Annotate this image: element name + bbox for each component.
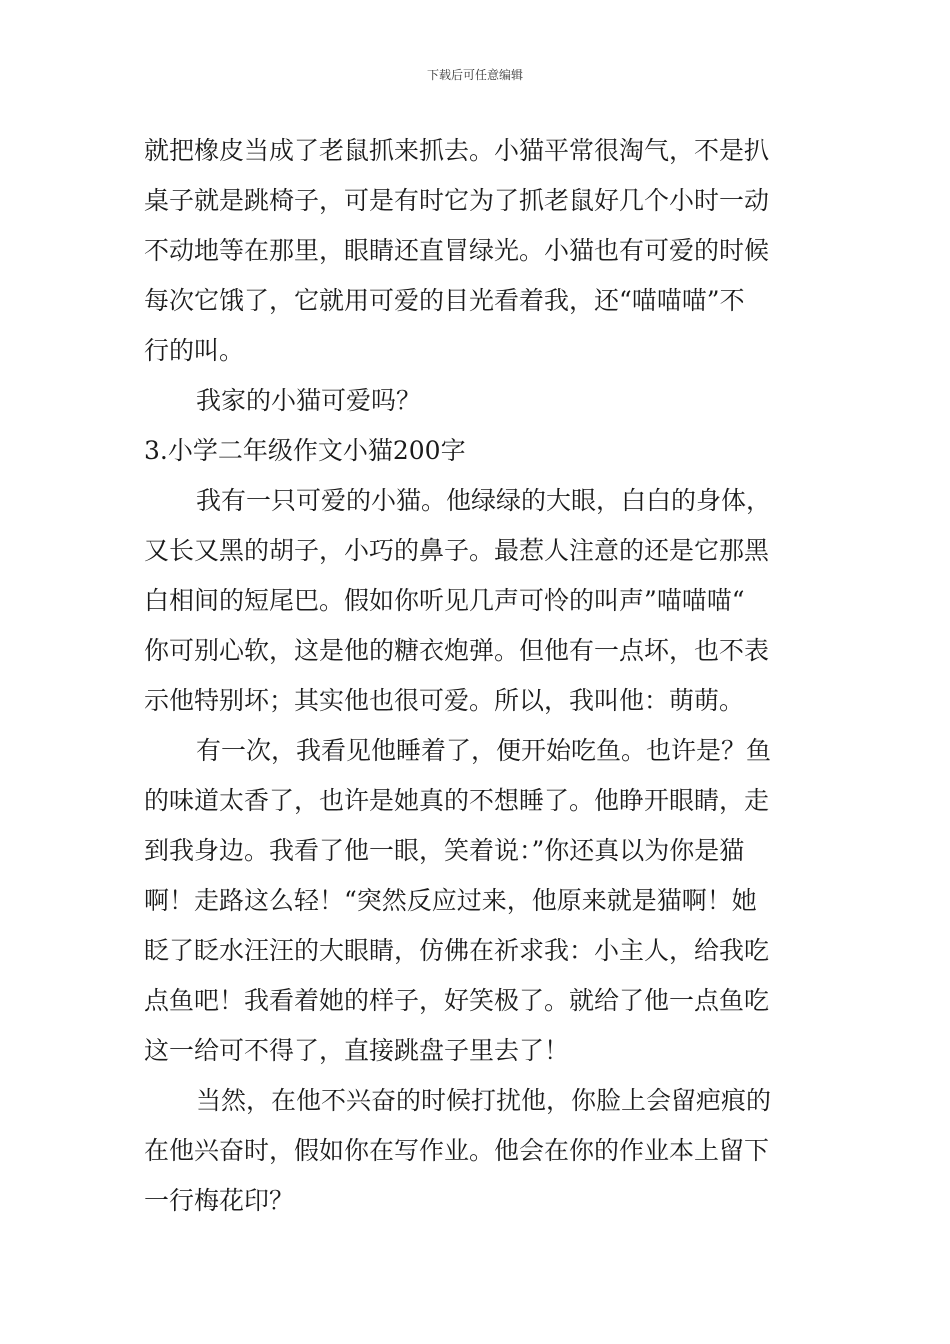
page-header: 下载后可任意编辑 [426, 68, 523, 82]
text-line: 啊！走路这么轻！“突然反应过来，他原来就是猫啊！她 [144, 886, 757, 915]
text-line: 桌子就是跳椅子，可是有时它为了抓老鼠好几个小时一动 [144, 186, 770, 215]
text-line: 有一次，我看见他睡着了，便开始吃鱼。也许是？鱼 [196, 736, 772, 765]
text-line: 当然，在他不兴奋的时候打扰他，你脸上会留疤痕的 [196, 1086, 772, 1115]
text-line: 一行梅花印？ [144, 1186, 295, 1215]
text-line: 点鱼吧！我看着她的样子，好笑极了。就给了他一点鱼吃 [144, 986, 770, 1015]
text-line: 你可别心软，这是他的糖衣炮弹。但他有一点坏，也不表 [144, 636, 770, 665]
text-line: 我家的小猫可爱吗？ [196, 386, 422, 415]
text-line: 每次它饿了，它就用可爱的目光看着我，还“喵喵喵”不 [144, 286, 745, 315]
text-line: 白相间的短尾巴。假如你听见几声可怜的叫声”喵喵喵“ [144, 586, 745, 615]
text-line: 眨了眨水汪汪的大眼睛，仿佛在祈求我：小主人，给我吃 [144, 936, 770, 965]
text-line: 又长又黑的胡子，小巧的鼻子。最惹人注意的还是它那黑 [144, 536, 770, 565]
text-line: 不动地等在那里，眼睛还直冒绿光。小猫也有可爱的时候 [144, 236, 770, 265]
text-line: 就把橡皮当成了老鼠抓来抓去。小猫平常很淘气，不是扒 [144, 136, 770, 165]
document-body [144, 126, 808, 1226]
section-heading: 3.小学二年级作文小猫200字 [144, 436, 466, 465]
text-line: 行的叫。 [144, 336, 245, 365]
text-line: 在他兴奋时，假如你在写作业。他会在你的作业本上留下 [144, 1136, 770, 1165]
text-line: 到我身边。我看了他一眼，笑着说：”你还真以为你是猫 [144, 836, 745, 865]
text-line: 这一给可不得了，直接跳盘子里去了！ [144, 1036, 570, 1065]
text-line: 的味道太香了，也许是她真的不想睡了。他睁开眼睛，走 [144, 786, 770, 815]
text-line: 示他特别坏；其实他也很可爱。所以，我叫他：萌萌。 [144, 686, 745, 715]
text-line: 我有一只可爱的小猫。他绿绿的大眼，白白的身体， [196, 486, 772, 515]
